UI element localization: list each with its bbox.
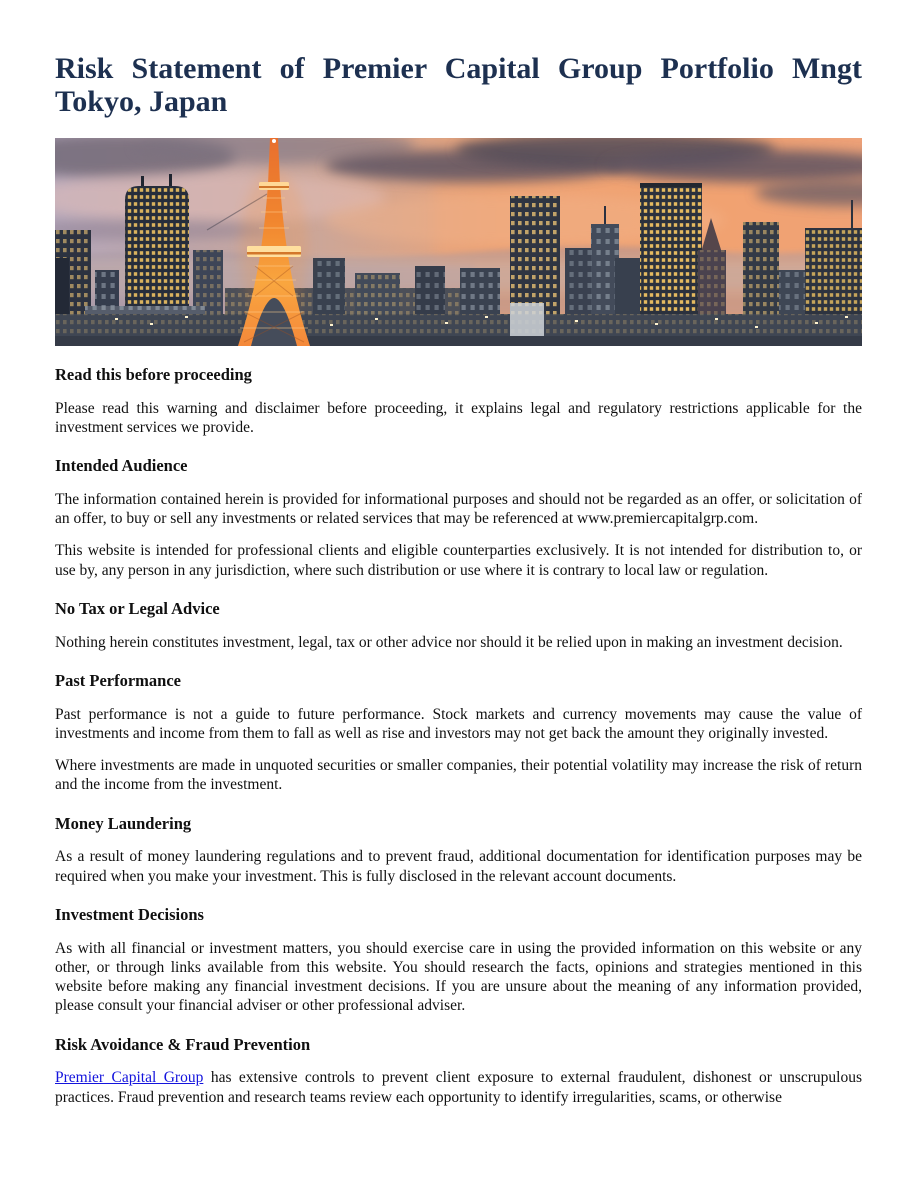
section-paragraph: As a result of money laundering regulations and to prevent fraud, additional documentation for identification purposes may be required when you make your investment. This is fully disclosed in the relevant account documents. [55,848,862,885]
section-heading: Money Laundering [55,813,192,833]
section-money-laundering [55,814,862,886]
section-investment-decisions [55,905,862,1016]
premier-capital-group-link[interactable]: Premier Capital Group [55,1069,204,1087]
section-heading: Past Performance [55,670,181,690]
section-paragraph: As with all financial or investment matters, you should exercise care in using the provided information on this website or any other, or through links available from this website. You should research the facts, opinions and strategies mentioned in this website before making any financial investment decisions. If you are unsure about the meaning of any information provided, please consult your financial adviser or other professional adviser. [55,939,862,1015]
tokyo-skyline-hero-image [55,138,862,346]
section-paragraph: Please read this warning and disclaimer before proceeding, it explains legal and regulatory restrictions applicable for the investment services we provide. [55,399,862,437]
section-intended-audience [55,456,862,580]
section-paragraph: Where investments are made in unquoted securities or smaller companies, their potential volatility may increase the risk of return and the income from the investment. [55,757,862,794]
section-heading: Investment Decisions [55,904,204,924]
paragraph-after-link: has extensive controls to prevent client exposure to external fraudulent, dishonest or unscrupulous practices. Fraud prevention and research teams review each opportunity to identify irregularities, scams, or otherwise [55,1069,862,1106]
section-heading: Read this before proceeding [55,365,252,384]
page-title: Risk Statement of Premier Capital Group Portfolio Mngt Tokyo, Japan [55,52,862,118]
section-heading: Risk Avoidance & Fraud Prevention [55,1034,311,1054]
section-paragraph: Past performance is not a guide to future performance. Stock markets and currency movements may cause the value of investments and income from them to fall as well as rise and investors may not get back the amount they originally invested. [55,705,862,742]
section-heading: No Tax or Legal Advice [55,598,220,618]
section-read-this [55,365,862,437]
section-paragraph: This website is intended for professional clients and eligible counterparties exclusively. It is not intended for distribution to, or use by, any person in any jurisdiction, where such distribution or use where it is contrary to local law or regulation. [55,542,862,579]
section-risk-avoidance-fraud-prevention [55,1035,862,1107]
section-heading: Intended Audience [55,456,188,476]
section-paragraph: Nothing herein constitutes investment, legal, tax or other advice nor should it be relied upon in making an investment decision. [55,633,843,651]
section-no-tax-legal-advice [55,599,862,652]
section-paragraph: The information contained herein is provided for informational purposes and should not be regarded as an offer, or solicitation of an offer, to buy or sell any investments or related services that may be referenced at www.premiercapitalgrp.com. [55,491,862,528]
section-past-performance [55,671,862,795]
section-paragraph [55,1068,862,1106]
